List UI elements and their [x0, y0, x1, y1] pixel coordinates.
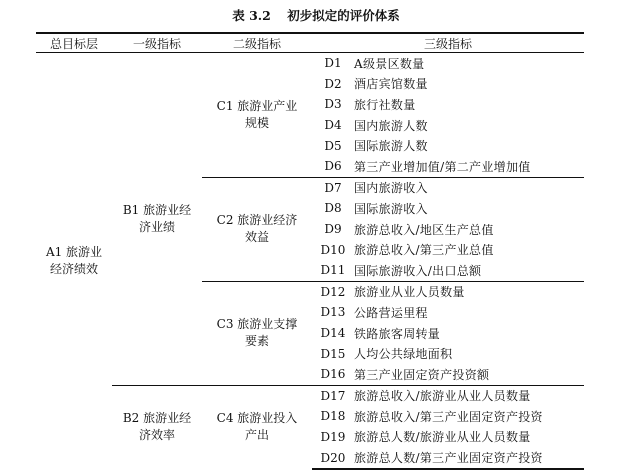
level3-name: 旅游总收入/第三产业总值 — [354, 243, 494, 258]
header-level3: 三级指标 — [312, 33, 584, 53]
header-row — [36, 33, 584, 53]
level3-name: 旅游总人数/第三产业固定资产投资 — [354, 447, 584, 469]
goal-line-1: A1 旅游业 — [45, 244, 103, 259]
level3-code: D11 — [312, 260, 354, 281]
header-goal-layer: 总目标层 — [36, 33, 112, 53]
level3-code: D16 — [312, 364, 354, 385]
level2-cell-c1 — [202, 53, 312, 178]
level3-code: D15 — [320, 346, 346, 361]
level2-c3-line-1: C3 旅游业支撑 — [216, 317, 298, 332]
level3-name: 人均公共绿地面积 — [354, 347, 453, 362]
table-title: 初步拟定的评价体系 — [287, 8, 400, 23]
level3-name: 旅行社数量 — [354, 97, 416, 112]
level2-cell-c2 — [202, 177, 312, 281]
level3-code: D10 — [320, 242, 346, 257]
level1-b1-line-2: 济业绩 — [138, 219, 175, 234]
table-caption — [0, 6, 632, 24]
level2-c1-line-1: C1 旅游业产业 — [216, 98, 298, 113]
level3-name: 国际旅游收入/出口总额 — [354, 260, 584, 281]
level1-b2-line-2: 济效率 — [138, 428, 175, 443]
level3-name: A级景区数量 — [354, 56, 425, 71]
level3-name: 酒店宾馆数量 — [354, 77, 428, 92]
level3-code: D19 — [320, 429, 346, 444]
goal-cell — [36, 53, 112, 469]
level3-code: D9 — [324, 222, 342, 237]
level3-code: D14 — [320, 326, 346, 341]
level2-c3-line-2: 要素 — [244, 334, 269, 349]
level3-name: 国际旅游人数 — [354, 139, 428, 154]
level3-name: 旅游总人数/旅游业从业人员数量 — [354, 430, 531, 445]
level1-b1-line-1: B1 旅游业经 — [122, 202, 192, 217]
level3-code: D13 — [320, 305, 346, 320]
level1-cell-b1 — [112, 53, 202, 386]
level3-code: D2 — [324, 76, 342, 91]
level2-cell-c3 — [202, 281, 312, 385]
level2-c1-line-2: 规模 — [244, 115, 269, 130]
level2-c2-line-1: C2 旅游业经济 — [216, 213, 298, 228]
goal-line-2: 经济绩效 — [49, 261, 98, 276]
level3-code: D12 — [320, 284, 346, 299]
table-row — [36, 385, 584, 406]
level2-c4-line-1: C4 旅游业投入 — [216, 411, 298, 426]
level3-code: D5 — [324, 138, 342, 153]
header-level2: 二级指标 — [202, 33, 312, 53]
level3-name: 旅游总收入/第三产业固定资产投资 — [354, 409, 543, 424]
table-row — [36, 53, 584, 74]
level3-code: D6 — [312, 156, 354, 177]
level3-name: 国内旅游人数 — [354, 118, 428, 133]
level2-c2-line-2: 效益 — [244, 230, 269, 245]
level1-cell-b2 — [112, 385, 202, 469]
level3-code: D8 — [324, 201, 342, 216]
level2-cell-c4 — [202, 385, 312, 469]
level3-code: D20 — [312, 447, 354, 469]
level3-name: 铁路旅客周转量 — [354, 326, 441, 341]
header-level1: 一级指标 — [112, 33, 202, 53]
level3-name: 第三产业增加值/第二产业增加值 — [354, 156, 584, 177]
evaluation-index-table — [36, 32, 584, 470]
level3-name: 国际旅游收入 — [354, 201, 428, 216]
level2-c4-line-2: 产出 — [244, 428, 269, 443]
level3-name: 旅游总收入/地区生产总值 — [354, 222, 494, 237]
level3-code: D1 — [324, 56, 342, 71]
level3-name: 国内旅游收入 — [354, 181, 428, 196]
level3-name: 旅游业从业人员数量 — [354, 285, 465, 300]
level3-code: D7 — [324, 180, 342, 195]
level3-code: D17 — [320, 388, 346, 403]
table-number: 表 3.2 — [232, 8, 271, 23]
level1-b2-line-1: B2 旅游业经 — [122, 411, 192, 426]
level3-code: D18 — [320, 409, 346, 424]
level3-code: D3 — [324, 97, 342, 112]
level3-name: 公路营运里程 — [354, 305, 428, 320]
level3-name: 旅游总收入/旅游业从业人员数量 — [354, 389, 531, 404]
level3-name: 第三产业固定资产投资额 — [354, 364, 584, 385]
level3-code: D4 — [324, 118, 342, 133]
